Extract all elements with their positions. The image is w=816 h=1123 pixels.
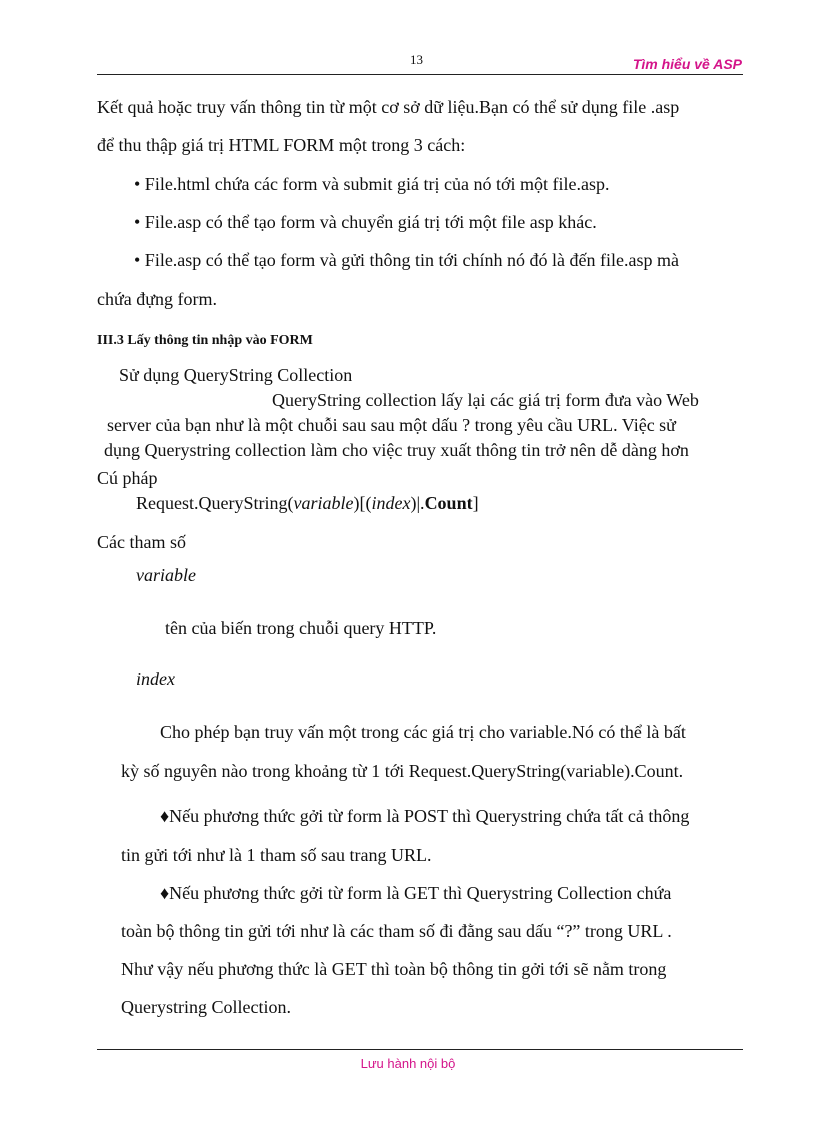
syntax-prefix: Request.QueryString( xyxy=(136,493,294,513)
syntax-suffix: ] xyxy=(472,493,479,513)
note-post-line-2: tin gửi tới như là 1 tham số sau trang URL. xyxy=(121,845,432,865)
bullet-item-1: • File.html chứa các form và submit giá trị của nó tới một file.asp. xyxy=(134,174,610,194)
bullet-item-2: • File.asp có thể tạo form và chuyển giá trị tới một file asp khác. xyxy=(134,212,597,232)
note-get-line-2: toàn bộ thông tin gửi tới như là các tham số đi đằng sau dấu “?” trong URL . xyxy=(121,921,672,941)
params-label: Các tham số xyxy=(97,532,186,552)
section-heading: III.3 Lấy thông tin nhập vào FORM xyxy=(97,333,313,348)
syntax-label: Cú pháp xyxy=(97,468,158,488)
param-index-desc-line-1: Cho phép bạn truy vấn một trong các giá trị cho variable.Nó có thể là bất xyxy=(160,722,686,742)
param-variable-name: variable xyxy=(136,565,196,585)
note-post-line-1: ♦Nếu phương thức gởi từ form là POST thì Querystring chứa tất cả thông xyxy=(160,806,690,826)
note-get-line-1: ♦Nếu phương thức gởi từ form là GET thì Querystring Collection chứa xyxy=(160,883,672,903)
intro-line-2: để thu thập giá trị HTML FORM một trong 3 cách: xyxy=(97,135,466,155)
section-subtitle: Sử dụng QueryString Collection xyxy=(119,365,353,385)
syntax-line xyxy=(136,492,479,514)
footer-text: Lưu hành nội bộ xyxy=(360,1056,456,1071)
param-variable-desc: tên của biến trong chuỗi query HTTP. xyxy=(165,618,437,638)
syntax-mid-1: )[( xyxy=(353,493,372,513)
note-get-line-4: Querystring Collection. xyxy=(121,997,291,1017)
intro-line-1: Kết quả hoặc truy vấn thông tin từ một cơ sở dữ liệu.Bạn có thể sử dụng file .asp xyxy=(97,97,680,117)
syntax-mid-2: )|. xyxy=(410,493,425,513)
bullet-item-3-continued: chứa đựng form. xyxy=(97,289,217,309)
bullet-item-3: • File.asp có thể tạo form và gửi thông tin tới chính nó đó là đến file.asp mà xyxy=(134,250,679,270)
header-rule xyxy=(97,74,743,75)
syntax-count: Count xyxy=(424,493,473,513)
param-index-name: index xyxy=(136,669,175,689)
page-number: 13 xyxy=(410,52,423,67)
syntax-variable: variable xyxy=(293,493,354,513)
section-desc-line-3: dụng Querystring collection làm cho việc truy xuất thông tin trở nên dễ dàng hơn xyxy=(104,440,689,460)
section-desc-line-2: server của bạn như là một chuỗi sau sau một dấu ? trong yêu cầu URL. Việc sử xyxy=(107,415,676,435)
footer-rule xyxy=(97,1049,743,1050)
param-index-desc-line-2: kỳ số nguyên nào trong khoảng từ 1 tới Request.QueryString(variable).Count. xyxy=(121,761,684,781)
note-get-line-3: Như vậy nếu phương thức là GET thì toàn bộ thông tin gởi tới sẽ nằm trong xyxy=(121,959,667,979)
header-title: Tìm hiểu về ASP xyxy=(632,56,742,72)
section-desc-line-1: QueryString collection lấy lại các giá trị form đưa vào Web xyxy=(272,390,699,410)
syntax-index: index xyxy=(371,493,411,513)
